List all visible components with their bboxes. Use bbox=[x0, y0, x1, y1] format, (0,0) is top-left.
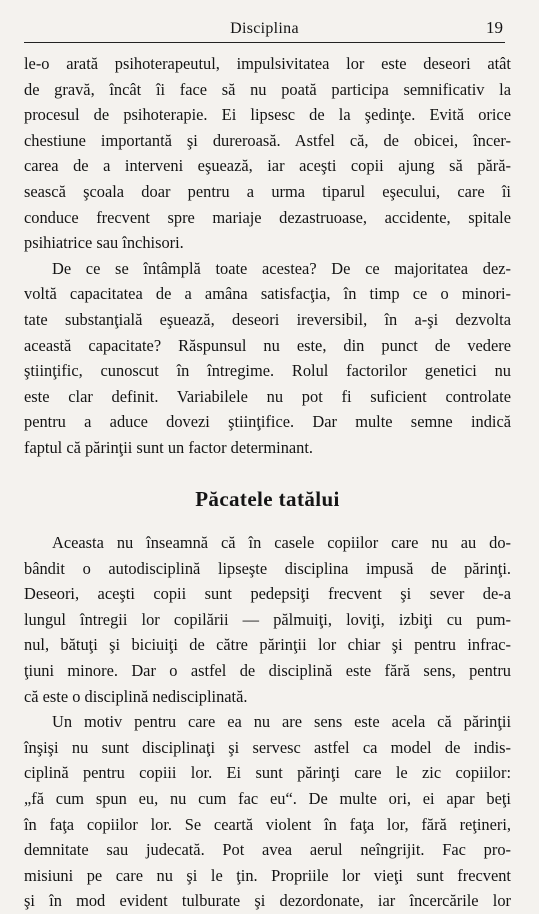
text-line: această capacitate? Răspunsul nu este, din punct de vedere bbox=[24, 335, 511, 355]
text-line: în faţa copiilor lor. Se ceartă violent în faţa lor, fără reţineri, bbox=[24, 814, 511, 834]
text-line: Aceasta nu înseamnă că în casele copiilor care nu au do- bbox=[52, 533, 511, 553]
text-line: demnitate sau judecată. Pot avea aerul neîngrijit. Fac pro- bbox=[24, 840, 511, 860]
page-number: 19 bbox=[486, 18, 503, 37]
section-heading: Păcatele tatălui bbox=[195, 486, 340, 511]
text-line: le-o arată psihoterapeutul, impulsivitatea lor este deseori atât bbox=[24, 54, 511, 73]
text-line: ciplină pentru copiii lor. Ei sunt părinţi care le zic copiilor: bbox=[24, 763, 511, 783]
text-line: De ce se întâmplă toate acestea? De ce majoritatea dez- bbox=[52, 258, 511, 278]
text-line: pentru a aduce dovezi ştiinţifice. Dar multe semne indică bbox=[24, 412, 511, 432]
paragraph-why bbox=[24, 256, 511, 461]
text-line: faptul că părinţii sunt un factor determinant. bbox=[24, 437, 314, 457]
text-line: psihiatrice sau închisori. bbox=[24, 233, 184, 253]
running-header bbox=[24, 18, 505, 43]
paragraph-motive bbox=[24, 709, 511, 914]
running-title: Disciplina bbox=[230, 20, 299, 37]
text-line: că este o disciplină nedisciplinată. bbox=[24, 686, 248, 706]
text-line: este clar definit. Variabilele nu pot fi suficient controlate bbox=[24, 386, 511, 406]
text-line: şi în mod evident tulburate şi dezordonate, iar încercările lor bbox=[24, 891, 511, 911]
text-line: Deseori, aceşti copii sunt pedepsiţi frecvent şi sever de-a bbox=[24, 584, 511, 604]
text-line: de gravă, încât îi face să nu poată participa semnificativ la bbox=[24, 79, 511, 99]
text-line: procesul de psihoterapie. Ei lipsesc de la şedinţe. Evită orice bbox=[24, 105, 511, 125]
text-line: Un motiv pentru care ea nu are sens este acela că părinţii bbox=[52, 712, 511, 732]
text-line: înşişi nu sunt disciplinaţi şi servesc astfel ca model de indis- bbox=[24, 737, 511, 757]
paragraph-meaning bbox=[24, 530, 511, 709]
text-line: misiuni pe care nu şi le ţin. Propriile lor vieţi sunt frecvent bbox=[24, 865, 511, 885]
text-line: conduce frecvent spre mariaje dezastruoase, accidente, spitale bbox=[24, 207, 511, 227]
text-line: lungul întregii lor copilării — pălmuiţi, loviţi, izbiţi cu pum- bbox=[24, 609, 511, 629]
text-line: nul, bătuţi şi biciuiţi de către părinţii lor chiar şi pentru infrac- bbox=[24, 635, 511, 655]
text-line: bândit o autodisciplină lipseşte disciplina impusă de părinţi. bbox=[24, 558, 511, 578]
paragraph-continued bbox=[24, 51, 511, 256]
text-line: „fă cum spun eu, nu cum fac eu“. De multe ori, ei apar beţi bbox=[24, 789, 511, 809]
body-text bbox=[24, 51, 511, 914]
text-line: ştiinţific, cunoscut în întregime. Rolul factorilor genetici nu bbox=[24, 361, 511, 381]
text-line: sească şcoala doar pentru a urma tiparul eşecului, care îi bbox=[24, 181, 511, 201]
text-line: voltă capacitatea de a amâna satisfacţia, în timp ce o minori- bbox=[24, 284, 511, 304]
text-line: ţiuni minore. Dar o astfel de disciplină este fără sens, pentru bbox=[24, 661, 511, 681]
text-line: tate substanţială eşuează, deseori ireversibil, în a-şi dezvolta bbox=[24, 309, 511, 329]
text-line: chestiune importantă şi dureroasă. Astfel că, de obicei, încer- bbox=[24, 130, 511, 150]
text-line: carea de a interveni eşuează, iar aceşti copii ajung să pără- bbox=[24, 156, 511, 176]
